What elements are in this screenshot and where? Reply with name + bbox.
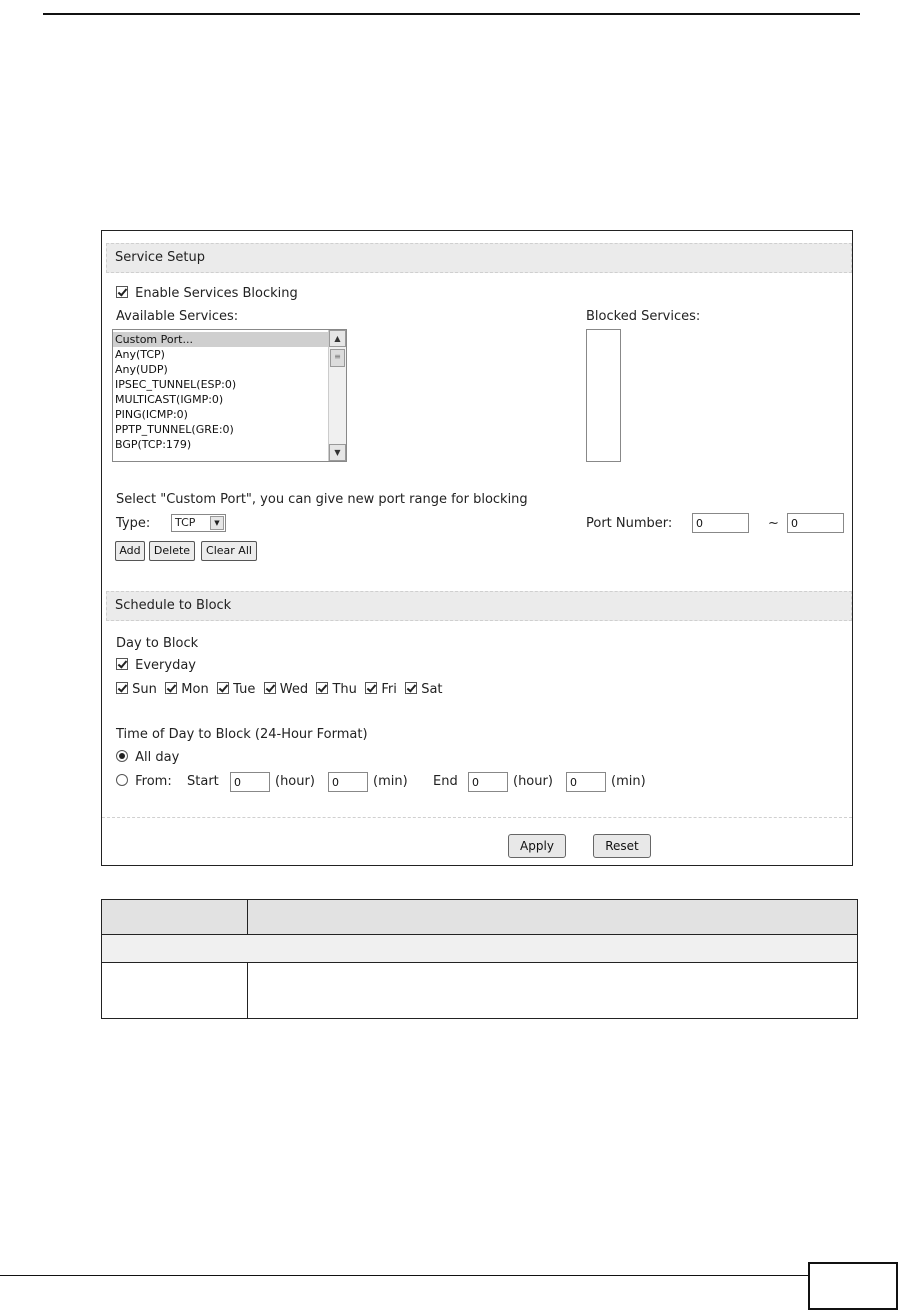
services-screenshot bbox=[101, 230, 853, 866]
available-services-list[interactable] bbox=[112, 329, 347, 462]
all-day-label: All day bbox=[135, 750, 180, 765]
delete-button[interactable]: Delete bbox=[149, 541, 195, 561]
table-section-row bbox=[102, 935, 858, 963]
table-header-description bbox=[248, 900, 858, 935]
table-row bbox=[102, 963, 858, 1019]
day-mon[interactable] bbox=[165, 682, 209, 697]
service-option[interactable]: IPSEC_TUNNEL(ESP:0) bbox=[115, 378, 237, 391]
schedule-header: Schedule to Block bbox=[106, 591, 852, 621]
service-option[interactable]: MULTICAST(IGMP:0) bbox=[115, 393, 224, 406]
type-select-value: TCP bbox=[175, 516, 196, 529]
days-row bbox=[116, 682, 443, 697]
enable-services-row[interactable] bbox=[116, 286, 298, 301]
day-label: Sat bbox=[421, 682, 443, 697]
clear-all-button[interactable]: Clear All bbox=[201, 541, 257, 561]
scroll-up-icon[interactable]: ▲ bbox=[329, 330, 346, 347]
enable-services-label: Enable Services Blocking bbox=[135, 286, 298, 301]
day-label: Wed bbox=[279, 682, 309, 697]
port-range-tilde: ~ bbox=[768, 516, 779, 531]
table-section-label bbox=[102, 935, 858, 963]
start-hour-unit: (hour) bbox=[275, 774, 315, 789]
type-label: Type: bbox=[116, 516, 151, 531]
end-hour-input[interactable] bbox=[468, 772, 508, 792]
description-table bbox=[101, 899, 858, 1019]
scroll-thumb[interactable]: ≡ bbox=[330, 349, 345, 367]
chevron-down-icon[interactable]: ▼ bbox=[210, 516, 224, 530]
day-wed[interactable] bbox=[264, 682, 308, 697]
service-option[interactable]: PING(ICMP:0) bbox=[115, 408, 188, 421]
day-checkbox[interactable] bbox=[316, 682, 328, 694]
from-row[interactable] bbox=[116, 774, 172, 789]
blocked-services-list[interactable] bbox=[586, 329, 621, 462]
custom-port-hint: Select "Custom Port", you can give new port range for blocking bbox=[116, 492, 528, 507]
start-min-unit: (min) bbox=[373, 774, 408, 789]
day-label: Tue bbox=[233, 682, 256, 697]
everyday-label: Everyday bbox=[135, 658, 196, 673]
end-hour-unit: (hour) bbox=[513, 774, 553, 789]
bottom-rule bbox=[0, 1275, 808, 1276]
table-cell-label bbox=[102, 963, 248, 1019]
day-sun[interactable] bbox=[116, 682, 157, 697]
day-checkbox[interactable] bbox=[405, 682, 417, 694]
apply-button[interactable]: Apply bbox=[508, 834, 566, 858]
service-setup-header: Service Setup bbox=[106, 243, 852, 273]
add-button[interactable]: Add bbox=[115, 541, 145, 561]
enable-services-checkbox[interactable] bbox=[116, 286, 128, 298]
available-services-label: Available Services: bbox=[116, 309, 239, 324]
reset-button[interactable]: Reset bbox=[593, 834, 651, 858]
day-to-block-label: Day to Block bbox=[116, 636, 199, 651]
from-radio[interactable] bbox=[116, 774, 128, 786]
day-checkbox[interactable] bbox=[116, 682, 128, 694]
service-option[interactable]: PPTP_TUNNEL(GRE:0) bbox=[115, 423, 234, 436]
table-header-label bbox=[102, 900, 248, 935]
time-of-day-label: Time of Day to Block (24-Hour Format) bbox=[116, 727, 368, 742]
end-min-input[interactable] bbox=[566, 772, 606, 792]
all-day-radio[interactable] bbox=[116, 750, 128, 762]
service-option[interactable]: Custom Port... bbox=[113, 332, 328, 347]
port-number-label: Port Number: bbox=[586, 516, 673, 531]
port-from-input[interactable] bbox=[692, 513, 749, 533]
day-label: Thu bbox=[332, 682, 357, 697]
day-label: Mon bbox=[181, 682, 209, 697]
table-cell-description bbox=[248, 963, 858, 1019]
port-to-input[interactable] bbox=[787, 513, 844, 533]
end-label: End bbox=[433, 774, 458, 789]
day-label: Fri bbox=[381, 682, 397, 697]
day-checkbox[interactable] bbox=[217, 682, 229, 694]
top-rule bbox=[43, 13, 860, 15]
from-label: From: bbox=[135, 774, 172, 789]
day-tue[interactable] bbox=[217, 682, 255, 697]
day-label: Sun bbox=[132, 682, 157, 697]
day-thu[interactable] bbox=[316, 682, 357, 697]
day-checkbox[interactable] bbox=[365, 682, 377, 694]
type-select[interactable] bbox=[171, 514, 226, 532]
footer-divider bbox=[102, 817, 852, 819]
start-label: Start bbox=[187, 774, 219, 789]
day-checkbox[interactable] bbox=[165, 682, 177, 694]
service-option[interactable]: Any(TCP) bbox=[115, 348, 165, 361]
day-checkbox[interactable] bbox=[264, 682, 276, 694]
day-sat[interactable] bbox=[405, 682, 442, 697]
service-option[interactable]: BGP(TCP:179) bbox=[115, 438, 192, 451]
table-header-row bbox=[102, 900, 858, 935]
all-day-row[interactable] bbox=[116, 750, 179, 765]
list-scrollbar[interactable] bbox=[328, 330, 346, 461]
service-option[interactable]: Any(UDP) bbox=[115, 363, 168, 376]
scroll-down-icon[interactable]: ▼ bbox=[329, 444, 346, 461]
everyday-checkbox[interactable] bbox=[116, 658, 128, 670]
day-fri[interactable] bbox=[365, 682, 397, 697]
start-hour-input[interactable] bbox=[230, 772, 270, 792]
page-number-box bbox=[808, 1262, 898, 1310]
blocked-services-label: Blocked Services: bbox=[586, 309, 701, 324]
start-min-input[interactable] bbox=[328, 772, 368, 792]
everyday-row[interactable] bbox=[116, 658, 196, 673]
end-min-unit: (min) bbox=[611, 774, 646, 789]
